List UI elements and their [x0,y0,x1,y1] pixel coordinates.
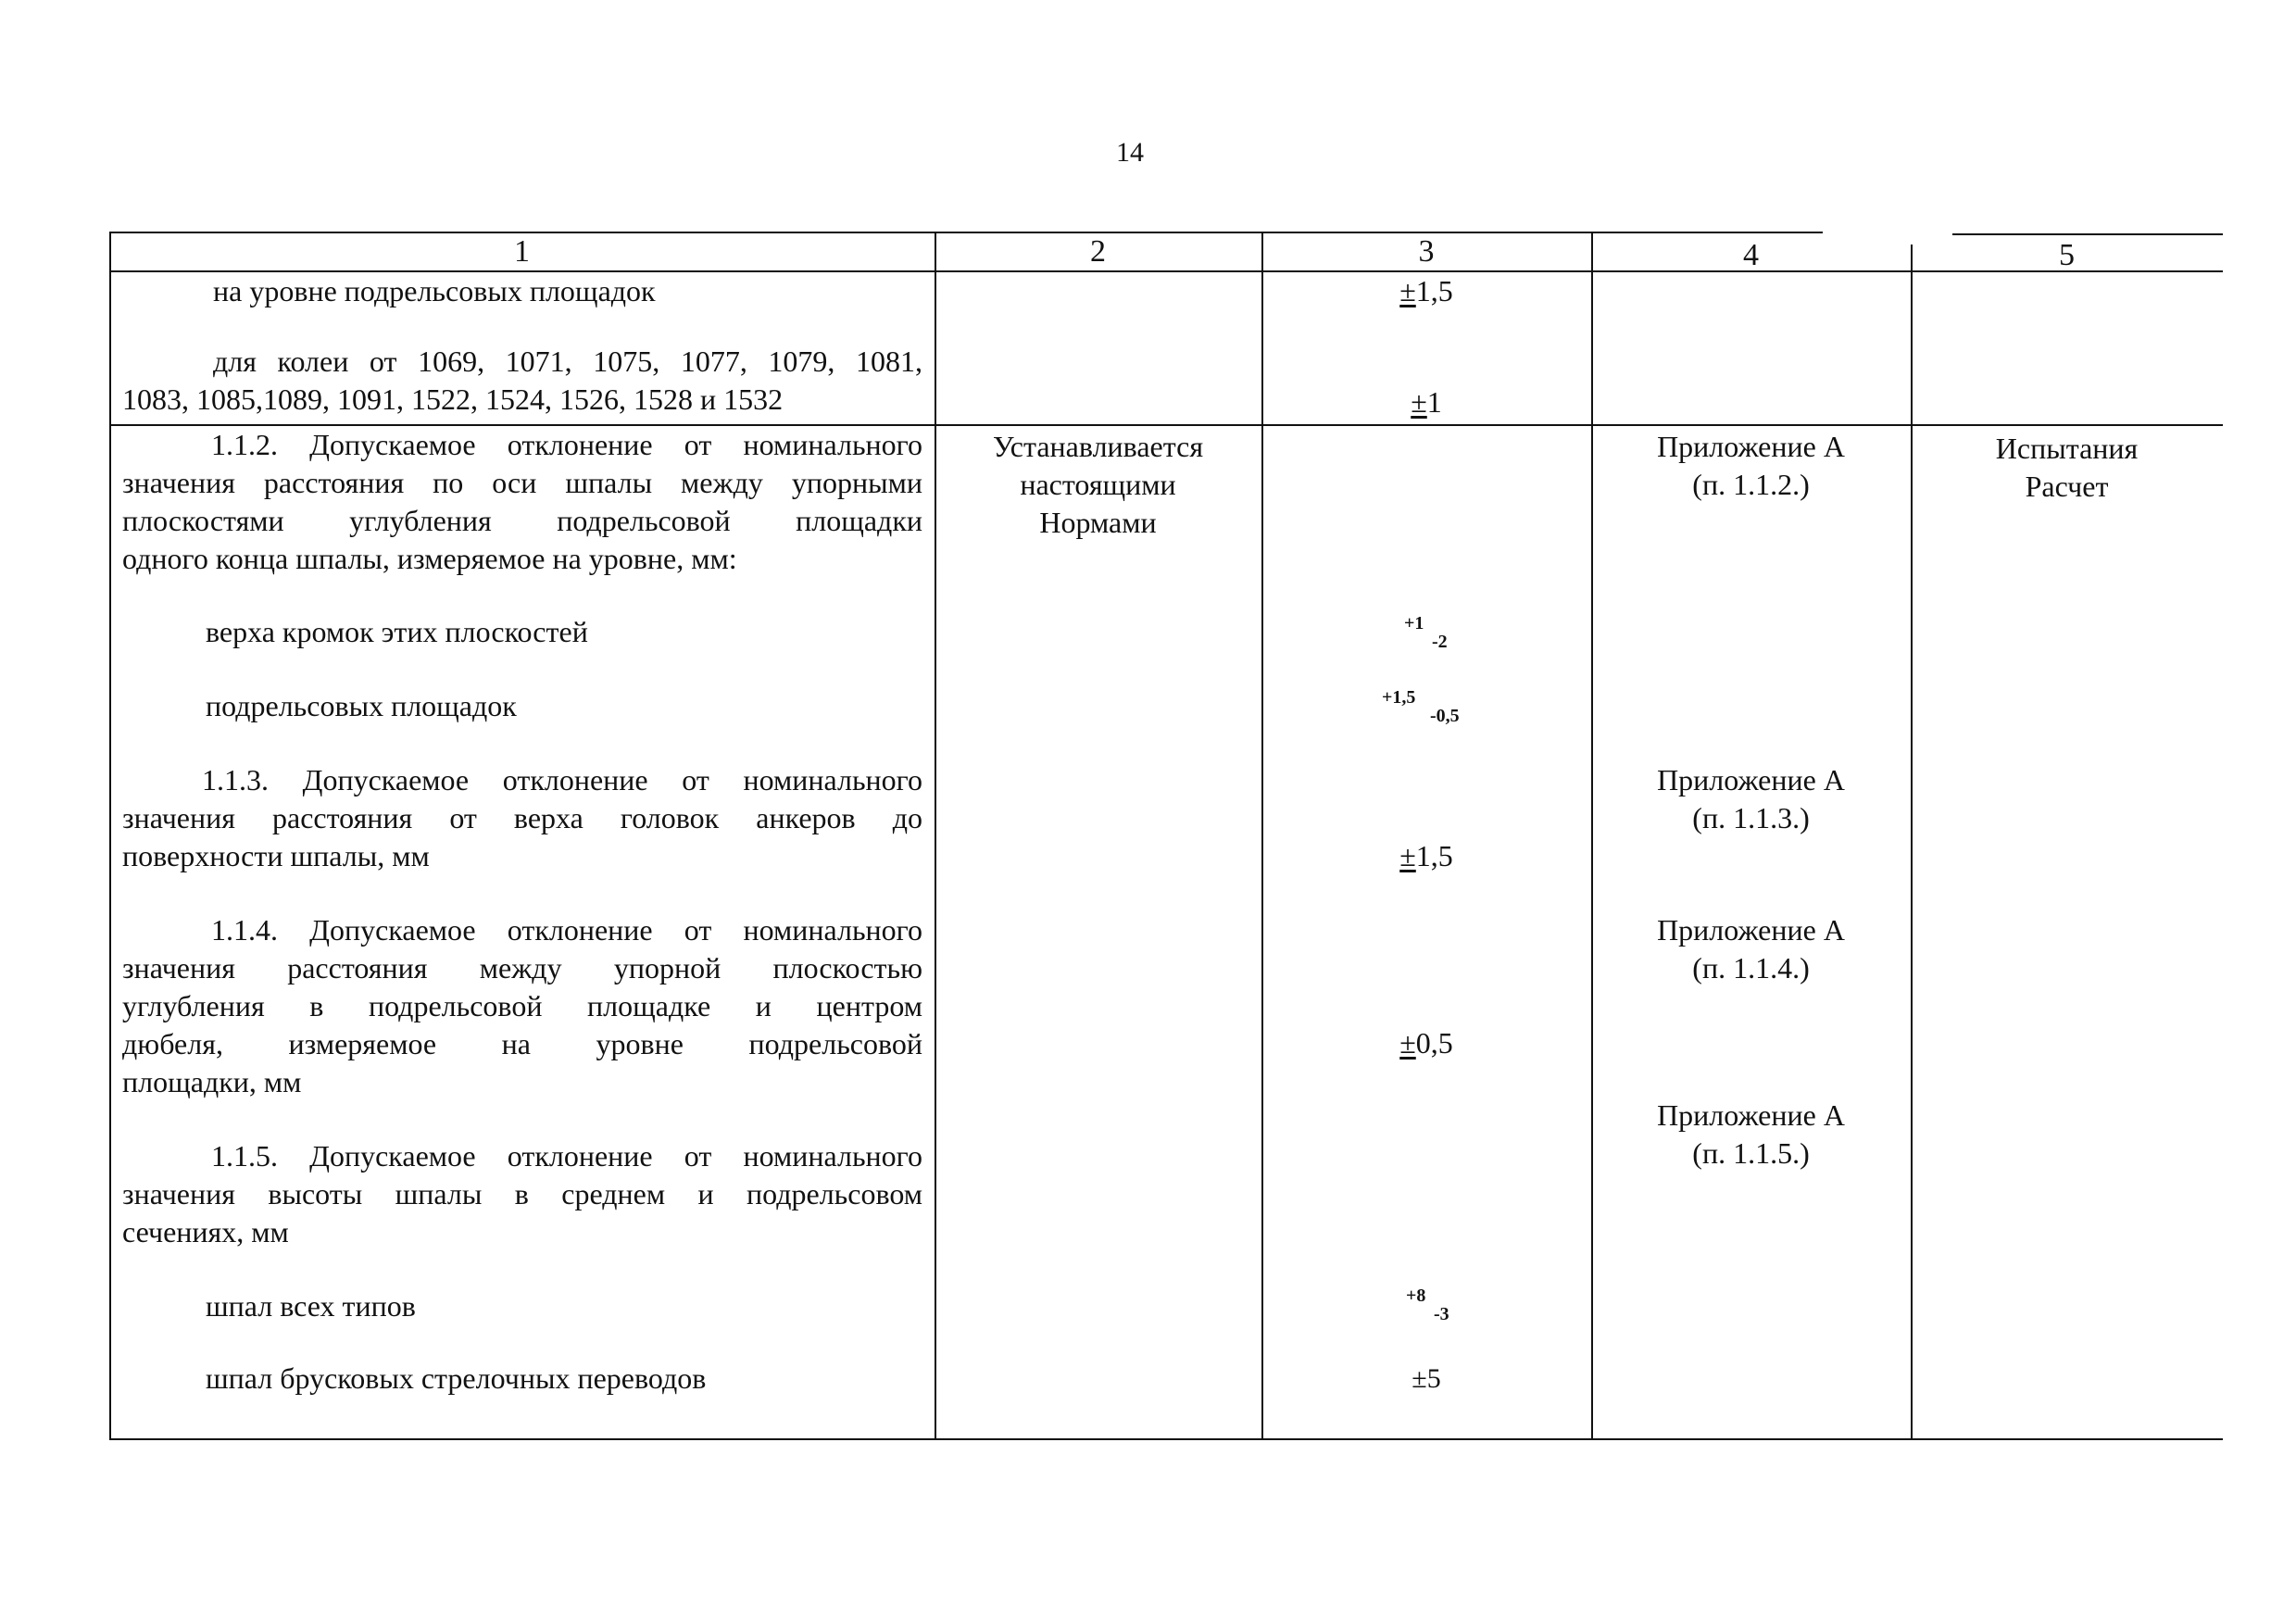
text-line: значения высоты шпалы в среднем и подрельсовом [122,1177,922,1210]
tolerance-edges-lower: -2 [1432,632,1448,652]
text-line: значения расстояния по оси шпалы между упорными [122,466,922,499]
text-line: 1.1.2. Допускаемое отклонение от номинального [211,428,922,461]
header-col-2: 2 [1090,234,1106,269]
tolerance-value: 1 [1426,385,1442,419]
table-top-border [109,232,1823,233]
text-line: Приложение А [1657,430,1845,463]
row-text-switch-beams: шпал брусковых стрелочных переводов [206,1361,707,1395]
row-text-edges: верха кромок этих плоскостей [206,615,588,648]
pm-symbol: ± [1411,385,1427,419]
table-top-border-col5 [1952,233,2223,235]
pm-symbol: ± [1411,1363,1427,1394]
pm-symbol: ± [1399,839,1416,872]
col-divider-1 [935,232,936,1440]
tolerance-pads-upper: +1,5 [1382,687,1416,708]
text-line: значения расстояния от верха головок анкеров до [122,801,922,834]
header-col-1: 1 [514,234,530,269]
text-line: значения расстояния между упорной плоскостью [122,951,922,985]
text-line: 1.1.3. Допускаемое отклонение от номинального [202,763,922,796]
text-line: Приложение А [1657,913,1845,947]
text-line: Расчет [2025,470,2109,503]
text-line: Приложение А [1657,1098,1845,1132]
section-1-1-2-text [122,426,922,578]
section-1-1-4-text [122,911,922,1101]
tolerance-value: 5 [1426,1363,1441,1394]
text-line: (п. 1.1.2.) [1692,468,1810,501]
pm-symbol: ± [1399,274,1416,307]
header-col-4: 4 [1743,238,1759,272]
text-line: поверхности шпалы, мм [122,839,430,872]
row-text-gauge-line1: для колеи от 1069, 1071, 1075, 1077, 1079, 1081, [213,345,922,378]
text-line: 1.1.5. Допускаемое отклонение от номинального [211,1139,922,1173]
section-1-1-5-col4 [1591,1097,1911,1173]
header-col-5: 5 [2059,238,2075,272]
section-1-1-5-text [122,1137,922,1251]
col-divider-4 [1911,245,1913,1440]
col-divider-2 [1261,232,1263,1440]
tolerance-switch-beams [1334,1363,1519,1395]
requirements-table [109,232,2223,1440]
text-line: (п. 1.1.3.) [1692,801,1810,834]
tolerance-edges-upper: +1 [1404,613,1424,633]
tolerance-dowel [1334,1026,1519,1060]
text-line: углубления в подрельсовой площадке и центром [122,989,922,1022]
text-line: настоящими [1020,468,1176,501]
table-bottom-border [109,1438,2223,1440]
row-text-subrail-pads: на уровне подрельсовых площадок [213,274,656,307]
tolerance-all-types-upper: +8 [1406,1286,1426,1306]
text-line: Нормами [1039,506,1157,539]
text-line: плоскостями углубления подрельсовой площадки [122,504,922,537]
section-1-1-2-col5 [1911,430,2223,506]
tolerance-value: 1,5 [1415,274,1453,307]
section-1-1-3-col4 [1591,761,1911,837]
section-1-1-2-col2 [935,428,1261,542]
section-1-1-4-col4 [1591,911,1911,987]
text-line: дюбеля, измеряемое на уровне подрельсовой [122,1027,922,1060]
section-1-1-3-text [122,761,922,875]
text-line: Испытания [1995,432,2139,465]
header-col-3: 3 [1418,234,1435,269]
text-line: площадки, мм [122,1065,302,1098]
page-number: 14 [1116,137,1144,168]
text-line: Приложение А [1657,763,1845,796]
tolerance-value: 1,5 [1415,839,1453,872]
table-left-border [109,232,111,1440]
text-line: (п. 1.1.4.) [1692,951,1810,985]
text-line: (п. 1.1.5.) [1692,1136,1810,1170]
tolerance-value: 0,5 [1415,1026,1453,1060]
tolerance-subrail-pads [1334,274,1519,308]
text-line: Устанавливается [992,430,1204,463]
section-1-1-2-col4 [1591,428,1911,504]
pm-symbol: ± [1399,1026,1416,1060]
row-text-gauge-line2: 1083, 1085,1089, 1091, 1522, 1524, 1526, 1528 и 1532 [122,383,784,416]
row-text-pads: подрельсовых площадок [206,689,517,722]
row-text-all-types: шпал всех типов [206,1289,416,1323]
tolerance-pads-lower: -0,5 [1430,706,1460,726]
text-line: 1.1.4. Допускаемое отклонение от номинального [211,913,922,947]
text-line: сечениях, мм [122,1215,289,1248]
tolerance-gauge [1334,385,1519,420]
tolerance-all-types-lower: -3 [1434,1304,1449,1324]
text-line: одного конца шпалы, измеряемое на уровне, мм: [122,542,737,575]
tolerance-anchors [1334,839,1519,873]
